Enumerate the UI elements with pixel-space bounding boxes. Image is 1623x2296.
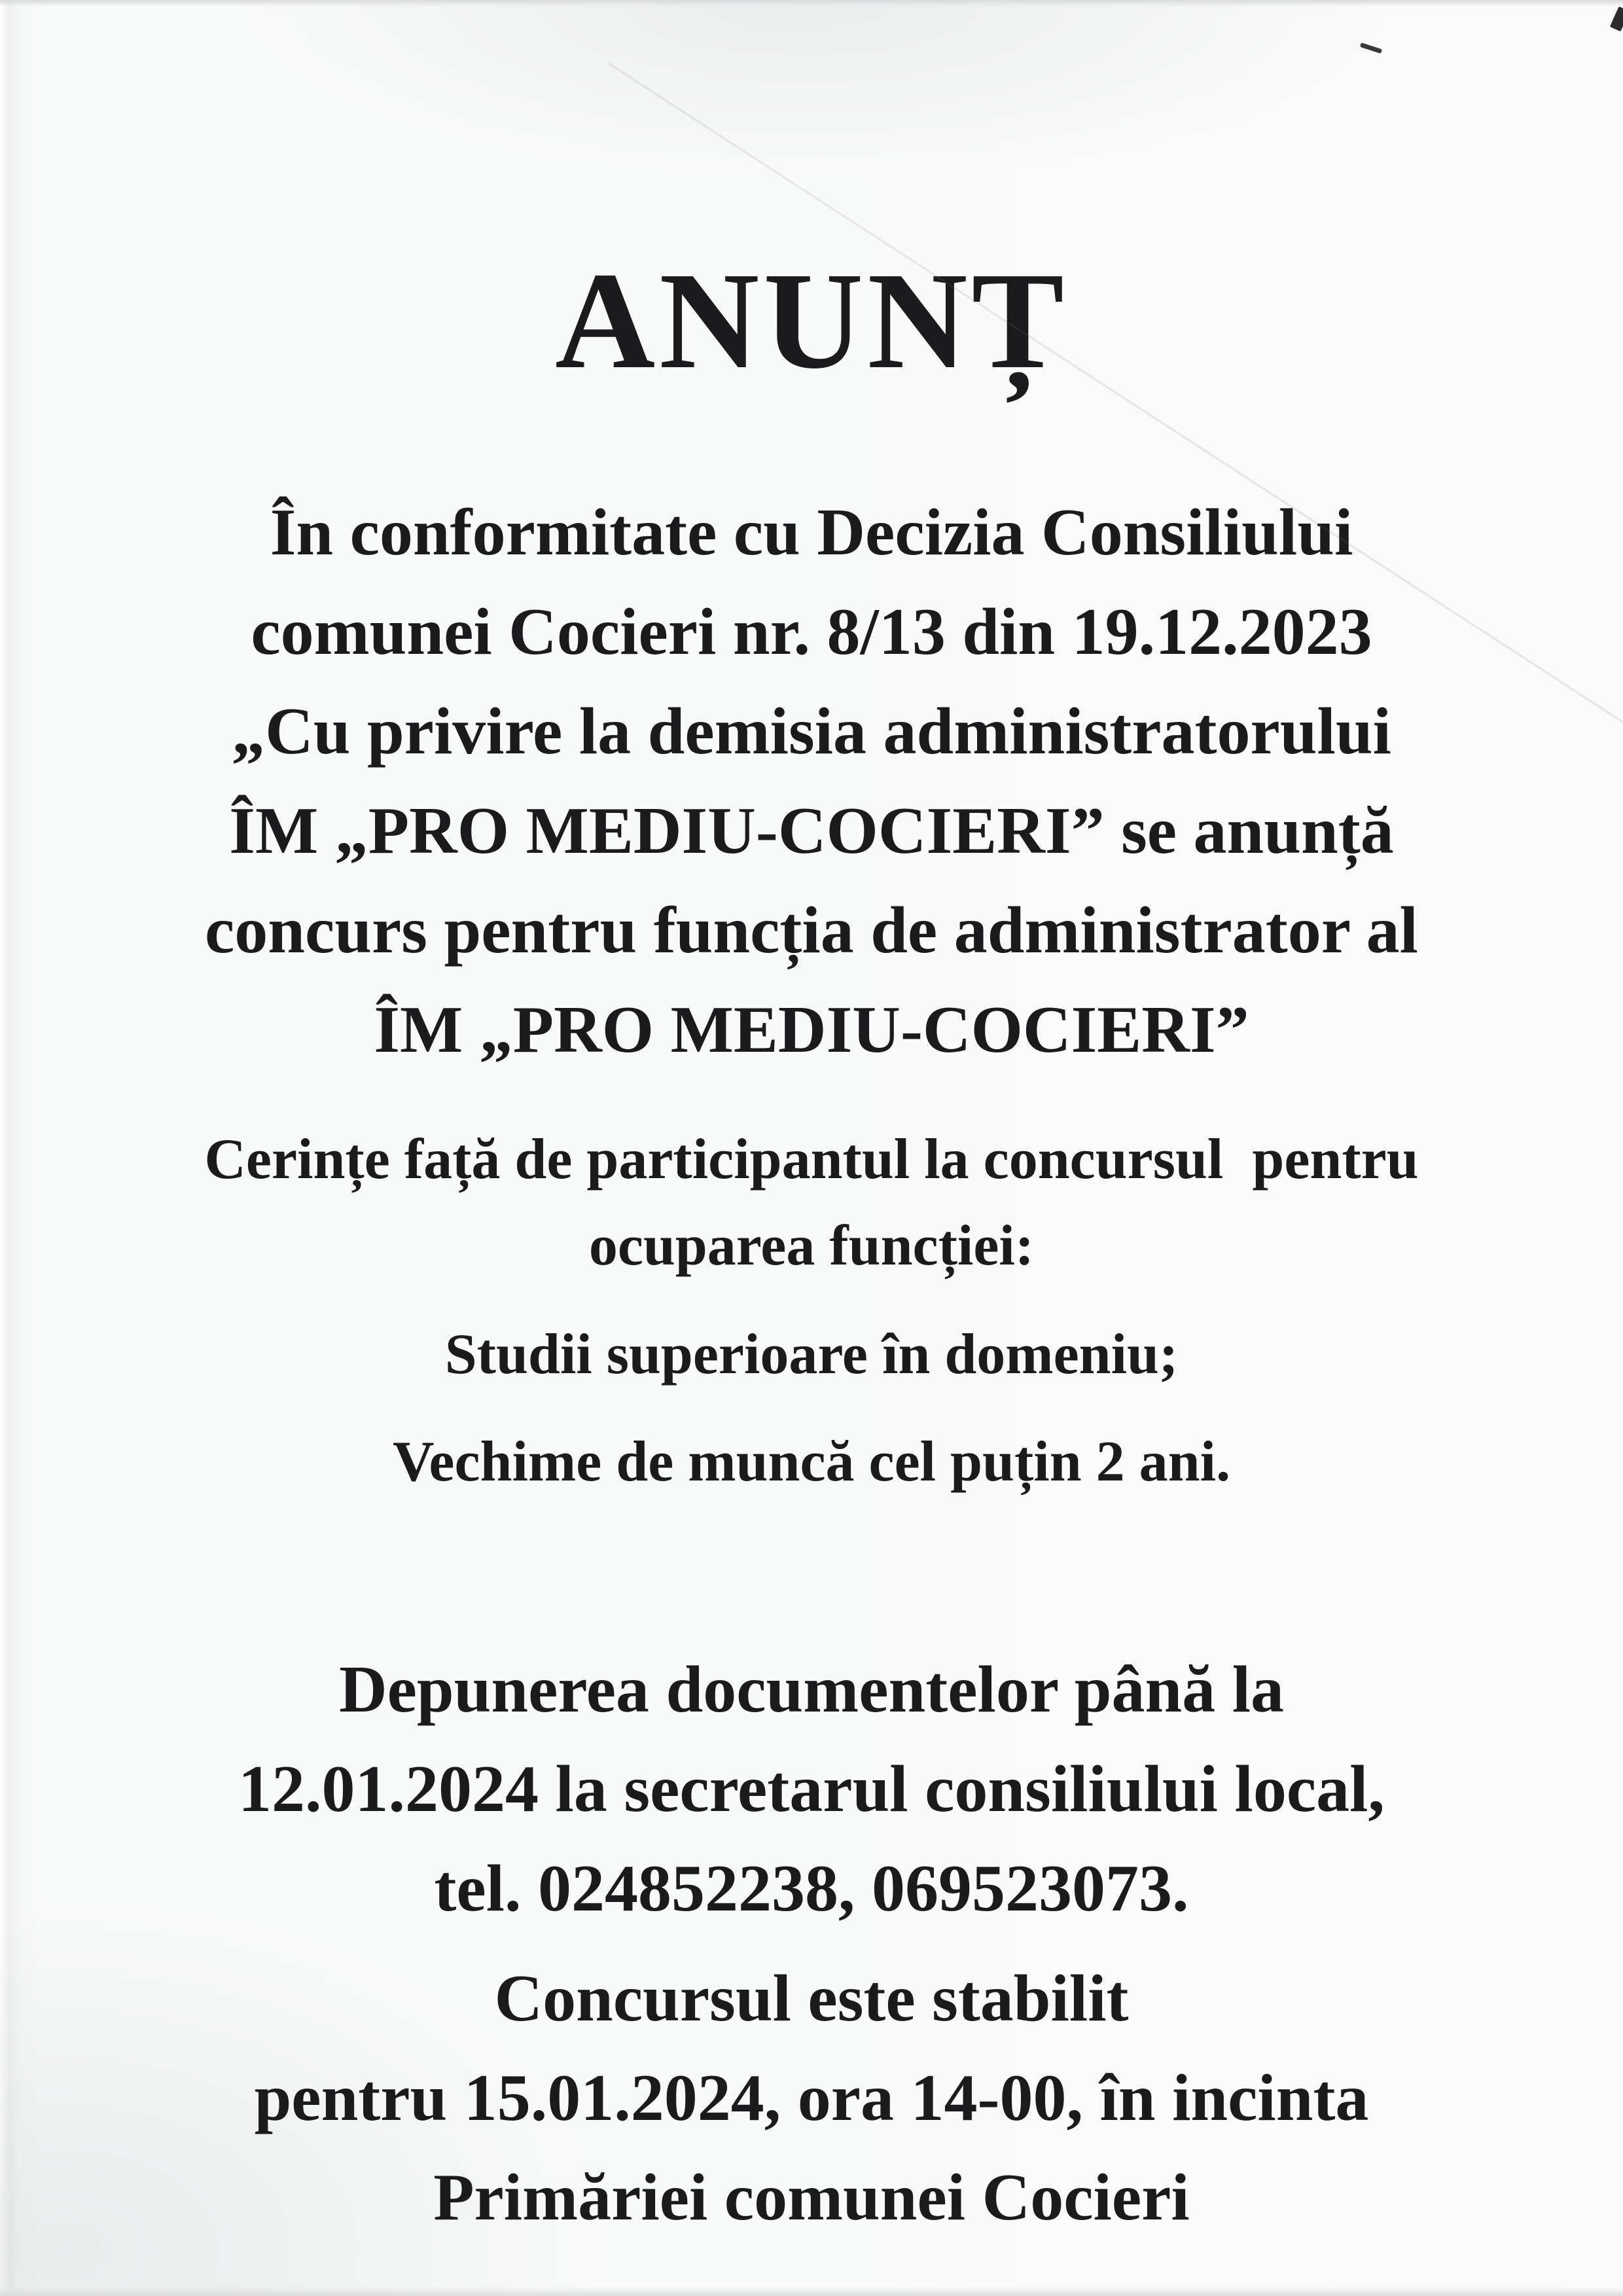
contest-line-2: pentru 15.01.2024, ora 14-00, în incinta xyxy=(254,2061,1369,2136)
requirement-item-2: Vechime de muncă cel puțin 2 ani. xyxy=(392,1430,1231,1494)
intro-line-3: „Cu privire la demisia administratorului xyxy=(232,694,1391,769)
requirements-heading-line-1: Cerințe față de participantul la concursul pentru xyxy=(204,1128,1419,1192)
contest-line-3: Primăriei comunei Cocieri xyxy=(433,2161,1190,2235)
submission-paragraph xyxy=(0,1640,1623,1939)
submission-line-3: tel. 024852238, 069523073. xyxy=(434,1852,1189,1926)
requirements-list xyxy=(0,1313,1623,1504)
scan-corner-mark xyxy=(1610,7,1623,31)
scan-speck xyxy=(1360,43,1382,54)
intro-line-6: ÎM „PRO MEDIU-COCIERI” xyxy=(374,993,1249,1067)
contest-line-1: Concursul este stabilit xyxy=(494,1962,1129,2036)
intro-line-5: concurs pentru funcția de administrator al xyxy=(205,893,1418,968)
intro-line-2: comunei Cocieri nr. 8/13 din 19.12.2023 xyxy=(251,595,1372,670)
submission-line-2: 12.01.2024 la secretarul consiliului local, xyxy=(238,1752,1385,1827)
requirement-item-1: Studii superioare în domeniu; xyxy=(444,1323,1179,1387)
intro-paragraph xyxy=(0,483,1623,1080)
intro-line-1: În conformitate cu Decizia Consiliului xyxy=(270,495,1353,570)
requirements-heading xyxy=(0,1117,1623,1289)
submission-line-1: Depunerea documentelor până la xyxy=(338,1653,1285,1727)
document-title: ANUNȚ xyxy=(555,243,1068,398)
intro-line-4: ÎM „PRO MEDIU-COCIERI” se anunță xyxy=(229,794,1394,869)
requirements-heading-line-2: ocuparea funcției: xyxy=(588,1214,1035,1278)
contest-paragraph xyxy=(0,1949,1623,2248)
